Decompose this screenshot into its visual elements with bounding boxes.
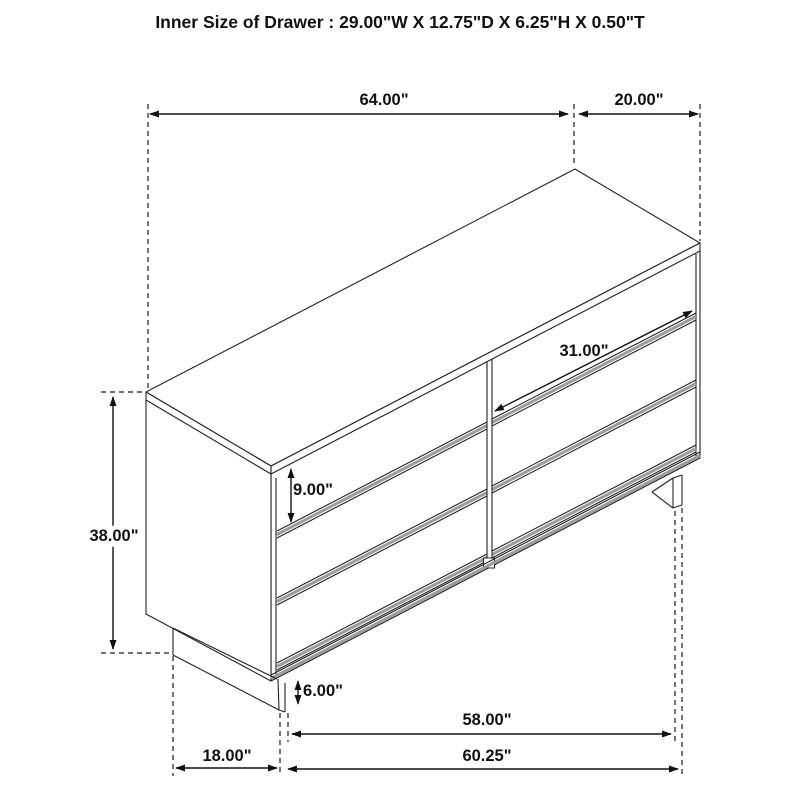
- dim-label-base-offset: 18.00": [202, 746, 252, 765]
- page-title: Inner Size of Drawer : 29.00"W X 12.75"D X 6.25"H X 0.50"T: [155, 12, 645, 32]
- dresser-body: [146, 169, 700, 712]
- dim-label-top-depth: 20.00": [614, 90, 664, 109]
- dim-label-base-height: 6.00": [303, 681, 343, 700]
- dim-label-top-width: 64.00": [359, 90, 409, 109]
- dim-label-drawer-height: 9.00": [293, 480, 333, 499]
- dim-label-base-width: 58.00": [462, 710, 512, 729]
- dim-label-drawer-width: 31.00": [559, 341, 609, 360]
- dim-label-overall-height: 38.00": [86, 526, 141, 547]
- dim-label-base-overall: 60.25": [462, 746, 512, 765]
